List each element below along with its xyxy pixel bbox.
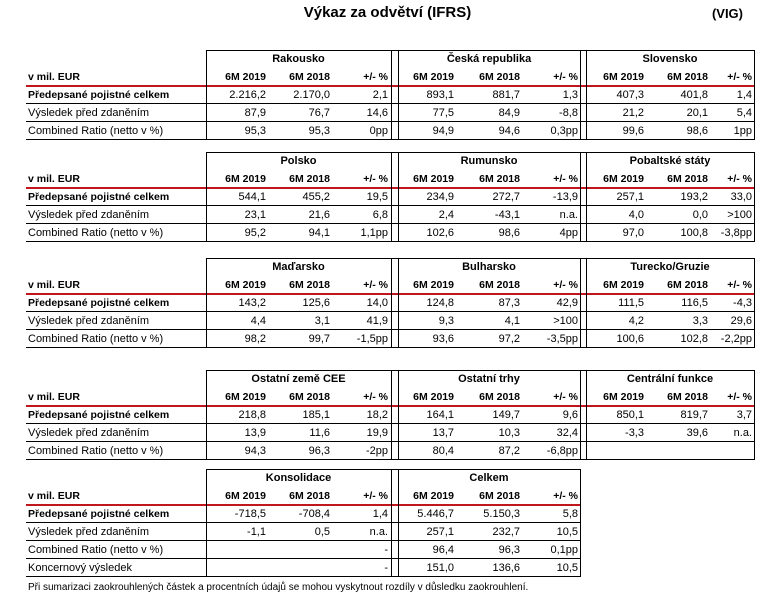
table-row — [26, 442, 754, 460]
column-header: +/- % — [727, 173, 752, 185]
table-cell: 4,4 — [250, 315, 266, 327]
group-top-border — [206, 50, 754, 51]
segment-table — [26, 370, 754, 460]
group-title: Polsko — [280, 155, 317, 167]
header-separator — [26, 187, 754, 189]
column-header: 6M 2019 — [225, 490, 266, 502]
segment-table — [26, 258, 754, 348]
group-title: Slovensko — [642, 53, 698, 65]
group-border — [580, 370, 581, 460]
table-cell: 1pp — [733, 125, 752, 137]
table-cell: 149,7 — [492, 409, 520, 421]
row-border — [26, 121, 754, 122]
group-border — [586, 152, 587, 242]
row-label: Předepsané pojistné celkem — [28, 409, 170, 421]
group-title: Centrální funkce — [626, 373, 714, 385]
column-header: 6M 2019 — [413, 173, 454, 185]
table-cell: 9,6 — [562, 409, 578, 421]
column-header-row — [26, 276, 754, 294]
table-row — [26, 312, 754, 330]
table-cell: 13,7 — [432, 427, 454, 439]
table-cell: 893,1 — [426, 89, 454, 101]
table-cell: 2,4 — [438, 209, 454, 221]
column-header: 6M 2018 — [479, 279, 520, 291]
group-title: Maďarsko — [272, 261, 325, 273]
table-cell: 20,1 — [686, 107, 708, 119]
table-cell: 95,2 — [244, 227, 266, 239]
row-border — [26, 241, 754, 242]
table-cell: 218,8 — [238, 409, 266, 421]
table-cell: - — [384, 562, 388, 574]
table-cell: -2pp — [365, 445, 388, 457]
table-cell: 6,8 — [372, 209, 388, 221]
table-cell: 5,8 — [562, 508, 578, 520]
table-cell: 2.170,0 — [293, 89, 330, 101]
column-header: 6M 2019 — [413, 279, 454, 291]
group-title: Ostatní země CEE — [251, 373, 346, 385]
column-header: +/- % — [553, 490, 578, 502]
table-cell: -1,1 — [247, 526, 266, 538]
group-top-border — [206, 152, 754, 153]
column-header: 6M 2019 — [413, 71, 454, 83]
table-cell: 42,9 — [556, 297, 578, 309]
unit-label: v mil. EUR — [28, 71, 80, 83]
row-border — [26, 205, 754, 206]
column-header: 6M 2018 — [289, 391, 330, 403]
row-label: Předepsané pojistné celkem — [28, 191, 170, 203]
company-code: (VIG) — [711, 6, 743, 21]
unit-label: v mil. EUR — [28, 391, 80, 403]
row-border — [26, 459, 754, 460]
table-cell: 10,3 — [498, 427, 520, 439]
group-border — [586, 50, 587, 140]
row-border — [26, 311, 754, 312]
column-header: +/- % — [727, 71, 752, 83]
table-cell: 5,4 — [736, 107, 752, 119]
column-header: 6M 2018 — [289, 490, 330, 502]
table-cell: 84,9 — [498, 107, 520, 119]
group-top-border — [206, 370, 754, 371]
group-border — [391, 50, 392, 140]
row-label: Předepsané pojistné celkem — [28, 89, 170, 101]
unit-label: v mil. EUR — [28, 173, 80, 185]
table-row — [26, 122, 754, 140]
group-border — [754, 50, 755, 140]
table-row — [26, 294, 754, 312]
unit-label: v mil. EUR — [28, 490, 80, 502]
table-cell: >100 — [553, 315, 578, 327]
table-cell: 11,6 — [309, 427, 330, 439]
column-header: 6M 2019 — [413, 490, 454, 502]
group-border — [206, 258, 207, 348]
table-cell: 77,5 — [432, 107, 454, 119]
column-header: 6M 2019 — [603, 173, 644, 185]
table-row — [26, 206, 754, 224]
group-title: Ostatní trhy — [458, 373, 520, 385]
column-header-row — [26, 170, 754, 188]
column-header: +/- % — [363, 71, 388, 83]
table-cell: 96,3 — [308, 445, 330, 457]
table-cell: 94,3 — [244, 445, 266, 457]
group-border — [398, 469, 399, 577]
table-cell: 0,5 — [314, 526, 330, 538]
header-separator — [26, 85, 754, 87]
table-row — [26, 505, 754, 523]
table-cell: -3,3 — [625, 427, 644, 439]
column-header: 6M 2018 — [479, 490, 520, 502]
column-header: +/- % — [553, 279, 578, 291]
row-label: Combined Ratio (netto v %) — [28, 445, 164, 457]
row-border — [26, 522, 580, 523]
column-header: 6M 2019 — [603, 71, 644, 83]
header-separator — [26, 293, 754, 295]
column-header-row — [26, 68, 754, 86]
table-row — [26, 406, 754, 424]
group-border — [580, 258, 581, 348]
column-header: 6M 2019 — [603, 279, 644, 291]
column-header: 6M 2018 — [479, 391, 520, 403]
group-header-row — [26, 152, 754, 170]
group-border — [580, 50, 581, 140]
table-cell: 13,9 — [244, 427, 266, 439]
column-header: +/- % — [727, 279, 752, 291]
table-cell: 9,3 — [438, 315, 454, 327]
table-cell: 98,2 — [244, 333, 266, 345]
table-cell: 4pp — [559, 227, 578, 239]
table-cell: 234,9 — [426, 191, 454, 203]
header-separator — [26, 405, 754, 407]
table-cell: -3,8pp — [720, 227, 752, 239]
row-border — [26, 423, 754, 424]
row-border — [26, 441, 754, 442]
row-label: Výsledek před zdaněním — [28, 209, 150, 221]
table-cell: 32,4 — [556, 427, 578, 439]
table-cell: 544,1 — [238, 191, 266, 203]
table-cell: 14,0 — [366, 297, 388, 309]
column-header: +/- % — [363, 490, 388, 502]
table-cell: 0,1pp — [550, 544, 578, 556]
column-header: +/- % — [727, 391, 752, 403]
table-cell: 102,8 — [680, 333, 708, 345]
row-border — [26, 347, 754, 348]
unit-label: v mil. EUR — [28, 279, 80, 291]
table-cell: 4,2 — [628, 315, 644, 327]
table-cell: 2,1 — [372, 89, 388, 101]
column-header: +/- % — [363, 173, 388, 185]
table-cell: -13,9 — [552, 191, 578, 203]
table-cell: -2,2pp — [720, 333, 752, 345]
group-title: Česká republika — [446, 53, 532, 65]
group-border — [391, 152, 392, 242]
group-border — [586, 370, 587, 460]
table-cell: 850,1 — [616, 409, 644, 421]
group-border — [391, 258, 392, 348]
group-border — [206, 370, 207, 460]
group-title: Bulharsko — [462, 261, 516, 273]
table-cell: 97,2 — [498, 333, 520, 345]
row-border — [26, 139, 754, 140]
row-label: Výsledek před zdaněním — [28, 107, 150, 119]
table-row — [26, 86, 754, 104]
column-header: 6M 2018 — [667, 391, 708, 403]
table-row — [26, 330, 754, 348]
column-header: 6M 2019 — [603, 391, 644, 403]
row-label: Předepsané pojistné celkem — [28, 297, 170, 309]
table-cell: 143,2 — [238, 297, 266, 309]
table-cell: 3,3 — [692, 315, 708, 327]
row-label: Výsledek před zdaněním — [28, 526, 150, 538]
table-row — [26, 104, 754, 122]
table-cell: 19,5 — [366, 191, 388, 203]
table-cell: 80,4 — [432, 445, 454, 457]
table-cell: -8,8 — [559, 107, 578, 119]
table-cell: 5.446,7 — [417, 508, 454, 520]
table-row — [26, 523, 754, 541]
row-label: Combined Ratio (netto v %) — [28, 544, 164, 556]
table-cell: 272,7 — [492, 191, 520, 203]
table-cell: 99,7 — [308, 333, 330, 345]
table-cell: n.a. — [369, 526, 388, 538]
table-cell: -6,8pp — [546, 445, 578, 457]
group-border — [580, 469, 581, 577]
table-cell: 0pp — [369, 125, 388, 137]
group-border — [206, 469, 207, 577]
group-title: Rakousko — [272, 53, 325, 65]
column-header: +/- % — [363, 279, 388, 291]
group-border — [754, 152, 755, 242]
column-header: 6M 2019 — [225, 173, 266, 185]
table-cell: 29,6 — [730, 315, 752, 327]
table-row — [26, 188, 754, 206]
group-border — [580, 152, 581, 242]
column-header: 6M 2018 — [667, 279, 708, 291]
table-cell: 33,0 — [730, 191, 752, 203]
table-cell: 99,6 — [622, 125, 644, 137]
table-cell: 124,8 — [426, 297, 454, 309]
column-header: +/- % — [553, 391, 578, 403]
report-title: Výkaz za odvětví (IFRS) — [303, 4, 472, 21]
footnote: Při sumarizaci zaokrouhlených částek a procentních údajů se mohou vyskytnout rozdíly v důsledku zaokrouhlení. — [28, 582, 529, 593]
table-cell: 5.150,3 — [483, 508, 520, 520]
table-cell: 819,7 — [680, 409, 708, 421]
group-border — [398, 258, 399, 348]
table-cell: 232,7 — [492, 526, 520, 538]
table-cell: 193,2 — [680, 191, 708, 203]
column-header: 6M 2019 — [225, 391, 266, 403]
table-cell: 2.216,2 — [229, 89, 266, 101]
table-cell: 0,0 — [692, 209, 708, 221]
column-header-row — [26, 388, 754, 406]
table-cell: 1,4 — [736, 89, 752, 101]
column-header: 6M 2018 — [479, 173, 520, 185]
table-cell: 10,5 — [556, 562, 578, 574]
segment-table — [26, 50, 754, 140]
table-cell: 98,6 — [686, 125, 708, 137]
table-cell: 136,6 — [492, 562, 520, 574]
group-header-row — [26, 370, 754, 388]
table-cell: 87,9 — [244, 107, 266, 119]
table-cell: 18,2 — [366, 409, 388, 421]
column-header: +/- % — [363, 391, 388, 403]
table-cell: 111,5 — [618, 297, 644, 309]
row-label: Combined Ratio (netto v %) — [28, 227, 164, 239]
group-title: Celkem — [469, 472, 509, 484]
group-border — [754, 370, 755, 460]
table-cell: -3,5pp — [546, 333, 578, 345]
table-cell: 23,1 — [244, 209, 266, 221]
table-row — [26, 424, 754, 442]
table-cell: 19,9 — [366, 427, 388, 439]
row-label: Výsledek před zdaněním — [28, 315, 150, 327]
column-header: 6M 2018 — [289, 173, 330, 185]
table-cell: 41,9 — [366, 315, 388, 327]
table-cell: 93,6 — [432, 333, 454, 345]
table-cell: 97,0 — [622, 227, 644, 239]
column-header-row — [26, 487, 754, 505]
table-cell: 21,6 — [308, 209, 330, 221]
table-cell: 94,6 — [498, 125, 520, 137]
table-cell: -43,1 — [494, 209, 520, 221]
table-cell: 100,8 — [680, 227, 708, 239]
table-cell: 125,6 — [302, 297, 330, 309]
table-cell: 10,5 — [556, 526, 578, 538]
group-top-border — [206, 469, 580, 470]
segment-table — [26, 469, 754, 577]
table-cell: n.a. — [559, 209, 578, 221]
table-cell: 3,1 — [314, 315, 330, 327]
table-cell: >100 — [727, 209, 752, 221]
column-header: 6M 2018 — [667, 173, 708, 185]
table-cell: -708,4 — [298, 508, 330, 520]
row-label: Předepsané pojistné celkem — [28, 508, 170, 520]
table-cell: 98,6 — [498, 227, 520, 239]
column-header: 6M 2018 — [289, 279, 330, 291]
table-row — [26, 559, 754, 577]
row-border — [26, 329, 754, 330]
column-header: 6M 2018 — [667, 71, 708, 83]
table-cell: 1,3 — [562, 89, 578, 101]
group-border — [586, 258, 587, 348]
table-cell: 151,0 — [426, 562, 454, 574]
row-border — [26, 540, 580, 541]
table-cell: -1,5pp — [356, 333, 388, 345]
table-cell: 1,4 — [372, 508, 388, 520]
group-border — [206, 50, 207, 140]
column-header: 6M 2018 — [479, 71, 520, 83]
table-cell: 95,3 — [244, 125, 266, 137]
table-cell: 257,1 — [616, 191, 644, 203]
row-border — [26, 558, 580, 559]
table-cell: 401,8 — [680, 89, 708, 101]
column-header: 6M 2019 — [413, 391, 454, 403]
group-title: Pobaltské státy — [629, 155, 711, 167]
group-border — [754, 258, 755, 348]
table-cell: 87,3 — [498, 297, 520, 309]
table-cell: 1,1pp — [360, 227, 388, 239]
row-label: Koncernový výsledek — [28, 562, 132, 574]
table-cell: -4,3 — [733, 297, 752, 309]
group-border — [391, 370, 392, 460]
group-border — [398, 50, 399, 140]
row-label: Výsledek před zdaněním — [28, 427, 150, 439]
table-cell: 164,1 — [426, 409, 454, 421]
table-cell: 4,0 — [628, 209, 644, 221]
table-row — [26, 541, 754, 559]
column-header: +/- % — [553, 71, 578, 83]
table-cell: - — [384, 544, 388, 556]
group-border — [206, 152, 207, 242]
group-border — [391, 469, 392, 577]
table-cell: 3,7 — [736, 409, 752, 421]
row-label: Combined Ratio (netto v %) — [28, 333, 164, 345]
column-header: 6M 2019 — [225, 279, 266, 291]
table-cell: 0,3pp — [550, 125, 578, 137]
table-cell: 100,6 — [616, 333, 644, 345]
row-border — [26, 576, 580, 577]
table-cell: 116,5 — [681, 297, 708, 309]
table-cell: 21,2 — [622, 107, 644, 119]
table-cell: 4,1 — [504, 315, 520, 327]
group-top-border — [206, 258, 754, 259]
table-cell: 455,2 — [302, 191, 330, 203]
table-cell: 257,1 — [426, 526, 454, 538]
column-header: 6M 2018 — [289, 71, 330, 83]
header-separator — [26, 504, 580, 506]
row-border — [26, 223, 754, 224]
group-title: Konsolidace — [265, 472, 332, 484]
table-cell: 39,6 — [686, 427, 708, 439]
group-border — [398, 370, 399, 460]
group-header-row — [26, 50, 754, 68]
table-cell: 881,7 — [492, 89, 520, 101]
table-cell: 102,6 — [426, 227, 454, 239]
table-cell: 14,6 — [366, 107, 388, 119]
table-cell: 96,4 — [432, 544, 454, 556]
column-header: 6M 2019 — [225, 71, 266, 83]
group-title: Turecko/Gruzie — [630, 261, 710, 273]
table-cell: 407,3 — [616, 89, 644, 101]
table-cell: -718,5 — [234, 508, 266, 520]
table-cell: 94,1 — [308, 227, 330, 239]
table-cell: 96,3 — [498, 544, 520, 556]
table-cell: 185,1 — [302, 409, 330, 421]
segment-table — [26, 152, 754, 242]
row-label: Combined Ratio (netto v %) — [28, 125, 164, 137]
table-cell: n.a. — [733, 427, 752, 439]
table-row — [26, 224, 754, 242]
table-cell: 94,9 — [432, 125, 454, 137]
row-border — [26, 103, 754, 104]
group-border — [398, 152, 399, 242]
group-header-row — [26, 258, 754, 276]
column-header: +/- % — [553, 173, 578, 185]
table-cell: 87,2 — [498, 445, 520, 457]
group-title: Rumunsko — [460, 155, 518, 167]
table-cell: 76,7 — [308, 107, 330, 119]
table-cell: 95,3 — [308, 125, 330, 137]
group-header-row — [26, 469, 754, 487]
